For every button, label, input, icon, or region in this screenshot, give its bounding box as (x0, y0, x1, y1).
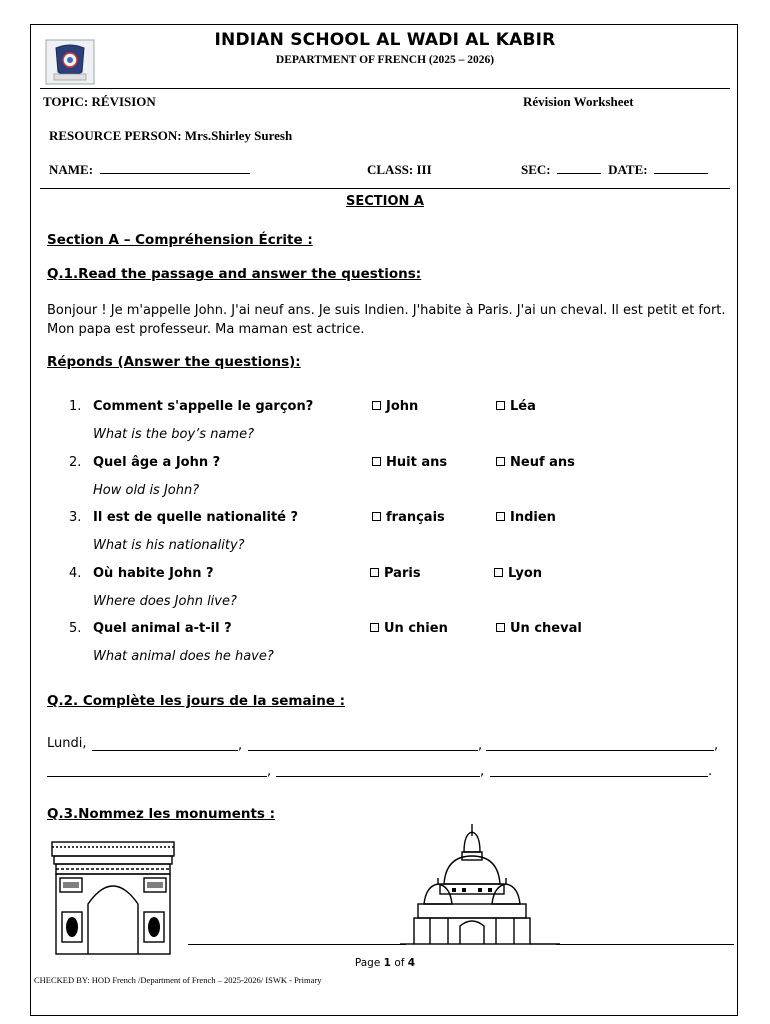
name-blank[interactable] (100, 162, 250, 174)
checkbox-icon[interactable] (372, 457, 381, 466)
option-label: Un chien (384, 621, 448, 636)
option-label: Un cheval (510, 621, 582, 636)
question-translation: What animal does he have? (93, 649, 274, 664)
question-translation: How old is John? (93, 483, 200, 498)
monument-answer-blank[interactable] (556, 944, 734, 945)
page-number (0, 957, 770, 969)
question-text: Où habite John ? (93, 566, 214, 581)
comma: , (238, 738, 243, 753)
date-label: DATE: (608, 162, 648, 177)
checkbox-icon[interactable] (496, 623, 505, 632)
class-label: CLASS: III (367, 162, 432, 177)
question-number: 1. (69, 399, 82, 414)
option-checkbox[interactable] (370, 566, 421, 581)
resource-person: RESOURCE PERSON: Mrs.Shirley Suresh (49, 128, 293, 143)
checkbox-icon[interactable] (494, 568, 503, 577)
question-translation: What is his nationality? (93, 538, 245, 553)
option-checkbox[interactable] (496, 399, 536, 414)
topic-label: TOPIC: RÉVISION (43, 94, 156, 109)
comma: , (478, 738, 483, 753)
arc-de-triomphe-image (48, 838, 178, 956)
header-bottom-divider (40, 188, 730, 189)
option-checkbox[interactable] (496, 621, 582, 636)
question-text: Quel animal a-t-il ? (93, 621, 232, 636)
question-translation: Where does John live? (93, 594, 237, 609)
page-prefix: Page (354, 957, 381, 969)
q2-start-word: Lundi, (47, 736, 87, 751)
q1-heading: Q.1.Read the passage and answer the questions: (47, 266, 422, 282)
checkbox-icon[interactable] (496, 457, 505, 466)
option-label: Indien (510, 510, 556, 525)
passage: Bonjour ! Je m'appelle John. J'ai neuf ans. Je suis Indien. J'habite à Paris. J'ai un cheval. Il est petit et fort. Mon papa est professeur. Ma maman est actrice. (47, 303, 726, 337)
question-number: 3. (69, 510, 82, 525)
option-checkbox[interactable] (370, 621, 448, 636)
option-checkbox[interactable] (496, 510, 556, 525)
question-translation: What is the boy’s name? (93, 427, 254, 442)
school-name: INDIAN SCHOOL AL WADI AL KABIR (214, 30, 556, 50)
day-blank[interactable] (486, 750, 714, 751)
option-checkbox[interactable] (372, 510, 445, 525)
checkbox-icon[interactable] (496, 401, 505, 410)
question-number: 4. (69, 566, 82, 581)
option-label: Neuf ans (510, 455, 575, 470)
sacre-coeur-image (400, 822, 560, 946)
name-field[interactable] (49, 162, 250, 178)
option-label: Léa (510, 399, 536, 414)
option-checkbox[interactable] (496, 455, 575, 470)
answer-heading: Réponds (Answer the questions): (47, 354, 301, 370)
question-text: Quel âge a John ? (93, 455, 221, 470)
section-title: SECTION A (345, 194, 424, 209)
sec-label: SEC: (521, 162, 551, 177)
comma: , (714, 738, 719, 753)
option-checkbox[interactable] (372, 399, 418, 414)
comma: , (480, 764, 485, 779)
checked-by-footer: CHECKED BY: HOD French /Department of French – 2025-2026/ ISWK - Primary (34, 975, 322, 985)
period: . (708, 764, 713, 779)
day-blank[interactable] (490, 776, 708, 777)
day-blank[interactable] (248, 750, 478, 751)
option-label: John (386, 399, 419, 414)
question-text: Il est de quelle nationalité ? (93, 510, 299, 525)
page-of: of (394, 957, 405, 969)
option-label: Huit ans (386, 455, 448, 470)
question-number: 2. (69, 455, 82, 470)
date-blank[interactable] (654, 162, 708, 174)
sec-blank[interactable] (557, 162, 601, 174)
day-blank[interactable] (276, 776, 480, 777)
department-title: DEPARTMENT OF FRENCH (2025 – 2026) (275, 54, 495, 66)
option-checkbox[interactable] (494, 566, 542, 581)
q3-heading: Q.3.Nommez les monuments : (47, 806, 276, 822)
name-label: NAME: (49, 162, 94, 177)
checkbox-icon[interactable] (370, 568, 379, 577)
option-label: français (386, 510, 445, 525)
page-total: 4 (407, 957, 416, 969)
checkbox-icon[interactable] (496, 512, 505, 521)
monument-answer-blank[interactable] (188, 944, 406, 945)
question-text: Comment s'appelle le garçon? (93, 399, 314, 414)
checkbox-icon[interactable] (372, 512, 381, 521)
worksheet-label: Révision Worksheet (523, 94, 634, 109)
checkbox-icon[interactable] (370, 623, 379, 632)
day-blank[interactable] (47, 776, 267, 777)
checkbox-icon[interactable] (372, 401, 381, 410)
q2-heading: Q.2. Complète les jours de la semaine : (47, 693, 346, 709)
day-blank[interactable] (92, 750, 238, 751)
page-current: 1 (383, 957, 391, 969)
option-checkbox[interactable] (372, 455, 447, 470)
option-label: Paris (384, 566, 421, 581)
option-label: Lyon (508, 566, 543, 581)
comma: , (267, 764, 272, 779)
sec-date-field[interactable] (521, 162, 708, 178)
section-a-heading: Section A – Compréhension Écrite : (47, 232, 313, 248)
header-divider (40, 88, 730, 89)
question-number: 5. (69, 621, 82, 636)
